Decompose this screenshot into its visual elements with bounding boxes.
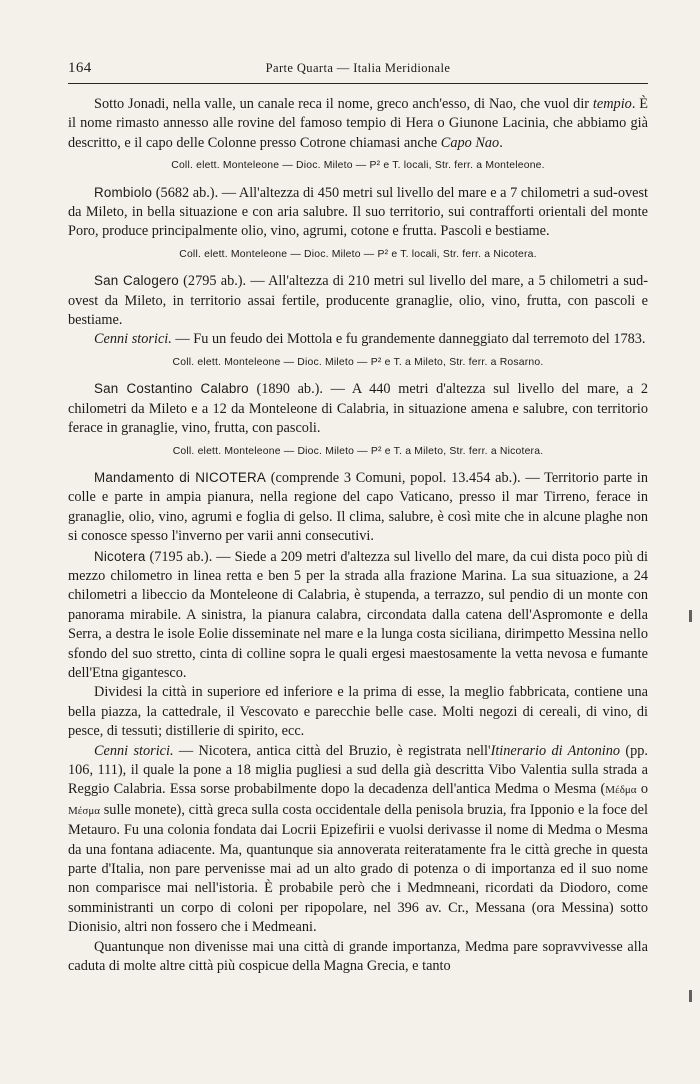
cenni-storici-calogero (68, 330, 648, 349)
entry-text: (1890 ab.). — A 440 metri d'altezza sul livello del mare, a 2 chilometri da Mileto e a 12 da Monteleone di Calabria, in situazione amena e salubre, con territorio ferace in granaglie, vino, frutta, con pascoli. (68, 381, 649, 437)
reference-line: Coll. elett. Monteleone — Dioc. Mileto — P² e T. a Mileto, Str. ferr. a Rosarno. (172, 356, 544, 368)
text-run: sulle monete), città greca sulla costa occidentale della penisola bruzia, fra Ipponio e la foce del Metauro. Fu una colonia fondata dai Locrii Epizefirii e vuolsi derivasse il nome di Medma o Mesma da una fontana adiacente. Ma, quantunque sia annoverata reiteratamente fra le città greche in questa parte d'Italia, non pare pervenisse mai ad un alto grado di potenza o di importanza ed il suo nome non comparisce mai nell'istoria. È probabile però che i Medmneani, ricordati da Diodoro, come somministranti un corpo di coloni per ripopolare, nel 396 av. Cr., Messana (ora Messina) sotto Dionisio, altri non fossero che i Medmeani. (68, 801, 648, 936)
paragraph-quantunque: Quantunque non divenisse mai una città di grande importanza, Medma pare sopravvivesse alla caduta di molte altre città più cospicue della Magna Grecia, e tanto (68, 938, 648, 975)
entry-text: (2795 ab.). — All'altezza di 210 metri sul livello del mare, a 5 chilometri a sud-ovest da Mileto, in territorio assai fertile, producente granaglie, olio, vino, frutta, con pascoli e bestiame. (68, 273, 648, 329)
entry-nicotera (68, 547, 648, 684)
greek-word: Μέδμα (605, 784, 637, 797)
italic-term: Capo Nao (440, 134, 500, 151)
paragraph-dividesi: Dividesi la città in superiore ed inferiore e la prima di esse, la meglio fabbricata, contiene una bella piazza, la cattedrale, il Vescovato e parecchie belle case. Molti negozi di cereali, di vino, di pesce, di tessuti; distillerie di spirito, ecc. (68, 684, 648, 740)
text-run: . È il nome rimasto annesso alle rovine del famoso tempio di Hera o Giunone Lacinia, che abbiamo già descritto, e il capo delle Colonne presso Cotrone chiamasi anche (68, 96, 648, 151)
page-body (68, 95, 648, 976)
reference-line: Coll. elett. Monteleone — Dioc. Mileto — P² e T. locali, Str. ferr. a Monteleone. (171, 160, 545, 172)
entry-rombiolo (68, 183, 648, 242)
text-run: . (499, 134, 503, 151)
section-label: Cenni storici. (94, 742, 174, 759)
entry-text: (comprende 3 Comuni, popol. 13.454 ab.). — Territorio parte in colle e parte in ampia pianura, nella regione del capo Vaticano, presso il mar Tirreno, ferace in granaglie, olio, vino, agrumi e foglia di gelso. Il clima, salubre, è così mite che in alcune plaghe non si conosce spesso l'inverno per varii anni consecutivi. (68, 469, 648, 545)
text-run: — Nicotera, antica città del Bruzio, è registrata nell' (173, 742, 491, 759)
entry-san-calogero (68, 271, 648, 330)
italic-term: tempio (592, 96, 632, 112)
header-rule (68, 83, 648, 84)
paragraph-jonadi (68, 95, 648, 153)
section-label: Cenni storici. (94, 331, 172, 348)
page-header (68, 60, 648, 80)
reference-line: Coll. elett. Monteleone — Dioc. Mileto — P² e T. locali, Str. ferr. a Nicotera. (179, 248, 537, 260)
entry-text: — Fu un feudo dei Mottola e fu grandemente danneggiato dal terremoto del 1783. (171, 331, 646, 348)
entry-san-costantino (68, 379, 648, 438)
entry-name: San Costantino Calabro (94, 381, 249, 397)
text-run: (pp. 106, 111), il quale la pone a 18 miglia pugliesi a sud della già descritta Vibo Valentia sulla strada a Reggio Calabria. Essa sorse probabilmente dopo la decadenza dell'antica Medma o Mesma ( (68, 742, 648, 798)
reference-line: Coll. elett. Monteleone — Dioc. Mileto — P² e T. a Mileto, Str. ferr. a Nicotera. (172, 445, 544, 457)
text-run: o (636, 781, 648, 798)
margin-mark (689, 610, 692, 622)
entry-text: (7195 ab.). — Siede a 209 metri d'altezza sul livello del mare, da cui dista poco più di mezzo chilometro in linea retta e ben 5 per la strada alla frazione Marina. La sua situazione, a 24 chilometri a libeccio da Monteleone di Calabria, è stupenda, a terrazzo, sul pendio di un monte con panorama mirabile. A sinistra, la pianura calabra, circondata dalla catena dell'Aspromonte e della Serra, a destra le isole Eolie disseminate nel mare e la lunga costa siciliana, dirimpetto Messina nello sfondo del suo stretto, cinta di colline sopra le quali ergesi maestosamente la vetta nevosa e fumante dell'Etna gigantesco. (68, 548, 648, 681)
entry-name: San Calogero (94, 273, 179, 289)
margin-mark (689, 990, 692, 1002)
entry-mandamento-nicotera (68, 468, 648, 547)
entry-name: Mandamento di NICOTERA (94, 469, 267, 485)
entry-name: Nicotera (94, 548, 146, 564)
page-number: 164 (68, 60, 92, 76)
text-run: Sotto Jonadi, nella valle, un canale reca il nome, greco anch'esso, di Nao, che vuol dir (94, 96, 593, 112)
italic-title: Itinerario di Antonino (490, 742, 621, 759)
cenni-storici-nicotera (68, 742, 648, 938)
entry-text: (5682 ab.). — All'altezza di 450 metri sul livello del mare e a 7 chilometri a sud-ovest da Mileto, in bella situazione e con aria salubre. Il suo territorio, sui contrafforti orientali del monte Poro, produce principalmente olio, vino, agrumi, cotone e frutta. Pascoli e bestiame. (68, 184, 648, 240)
running-head: Parte Quarta — Italia Meridionale (265, 61, 451, 75)
greek-word: Μέσμα (68, 804, 100, 817)
entry-name: Rombiolo (94, 184, 153, 200)
